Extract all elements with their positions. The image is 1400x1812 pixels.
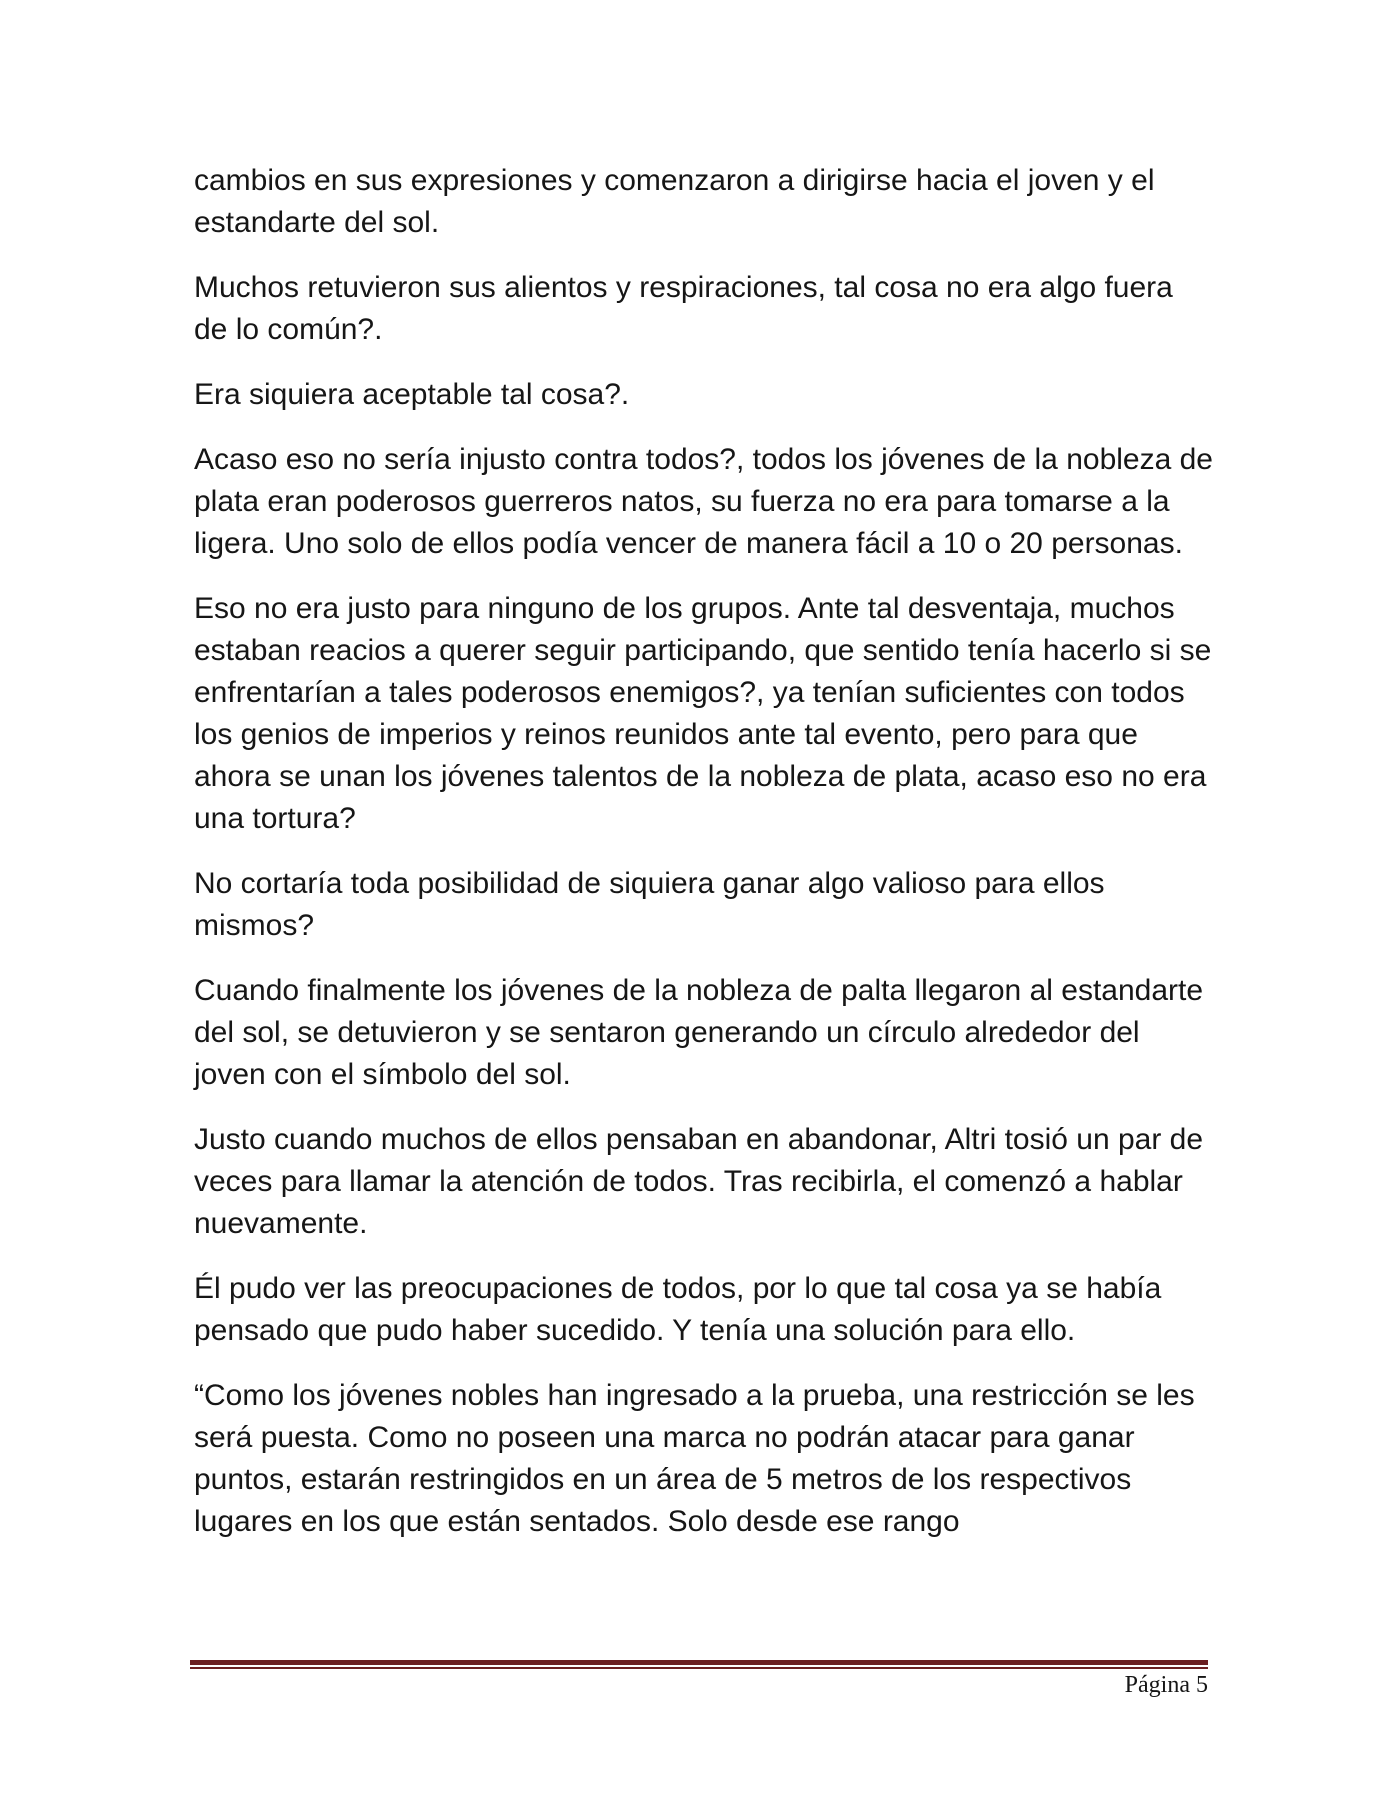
footer-divider-thin (190, 1667, 1208, 1669)
paragraph-7: Cuando finalmente los jóvenes de la nobleza de palta llegaron al estandarte del sol, se detuvieron y se sentaron generando un círculo alrededor del joven con el símbolo del sol. (194, 974, 1204, 1091)
paragraph-1: cambios en sus expresiones y comenzaron a dirigirse hacia el joven y el estandarte del sol. (194, 164, 1155, 239)
paragraph-4: Acaso eso no sería injusto contra todos?, todos los jóvenes de la nobleza de plata eran poderosos guerreros natos, su fuerza no era para tomarse a la ligera. Uno solo de ellos podía vencer de manera fácil a 10 o 20 personas. (194, 443, 1213, 560)
paragraph-5: Eso no era justo para ninguno de los grupos. Ante tal desventaja, muchos estaban reacios a querer seguir participando, que sentido tenía hacerlo si se enfrentarían a tales poderosos enemigos?, ya tenían suficientes con todos los genios de imperios y reinos reunidos ante tal evento, pero para que ahora se unan los jóvenes talentos de la nobleza de plata, acaso eso no era una tortura? (194, 592, 1212, 835)
paragraph-2: Muchos retuvieron sus alientos y respiraciones, tal cosa no era algo fuera de lo común?. (194, 271, 1173, 346)
footer-divider (190, 1660, 1208, 1669)
paragraph-3: Era siquiera aceptable tal cosa?. (194, 378, 630, 411)
paragraph-8: Justo cuando muchos de ellos pensaban en abandonar, Altri tosió un par de veces para llamar la atención de todos. Tras recibirla, el comenzó a hablar nuevamente. (194, 1123, 1204, 1240)
page-number: Página 5 (1124, 1672, 1208, 1698)
paragraph-6: No cortaría toda posibilidad de siquiera ganar algo valioso para ellos mismos? (194, 867, 1105, 942)
paragraph-9: Él pudo ver las preocupaciones de todos, por lo que tal cosa ya se había pensado que pudo haber sucedido. Y tenía una solución para ello. (194, 1272, 1162, 1347)
body-text (194, 160, 1214, 1566)
paragraph-10: “Como los jóvenes nobles han ingresado a la prueba, una restricción se les será puesta. Como no poseen una marca no podrán atacar para ganar puntos, estarán restringidos en un área de 5 metros de los respectivos lugares en los que están sentados. Solo desde ese rango (194, 1379, 1195, 1538)
